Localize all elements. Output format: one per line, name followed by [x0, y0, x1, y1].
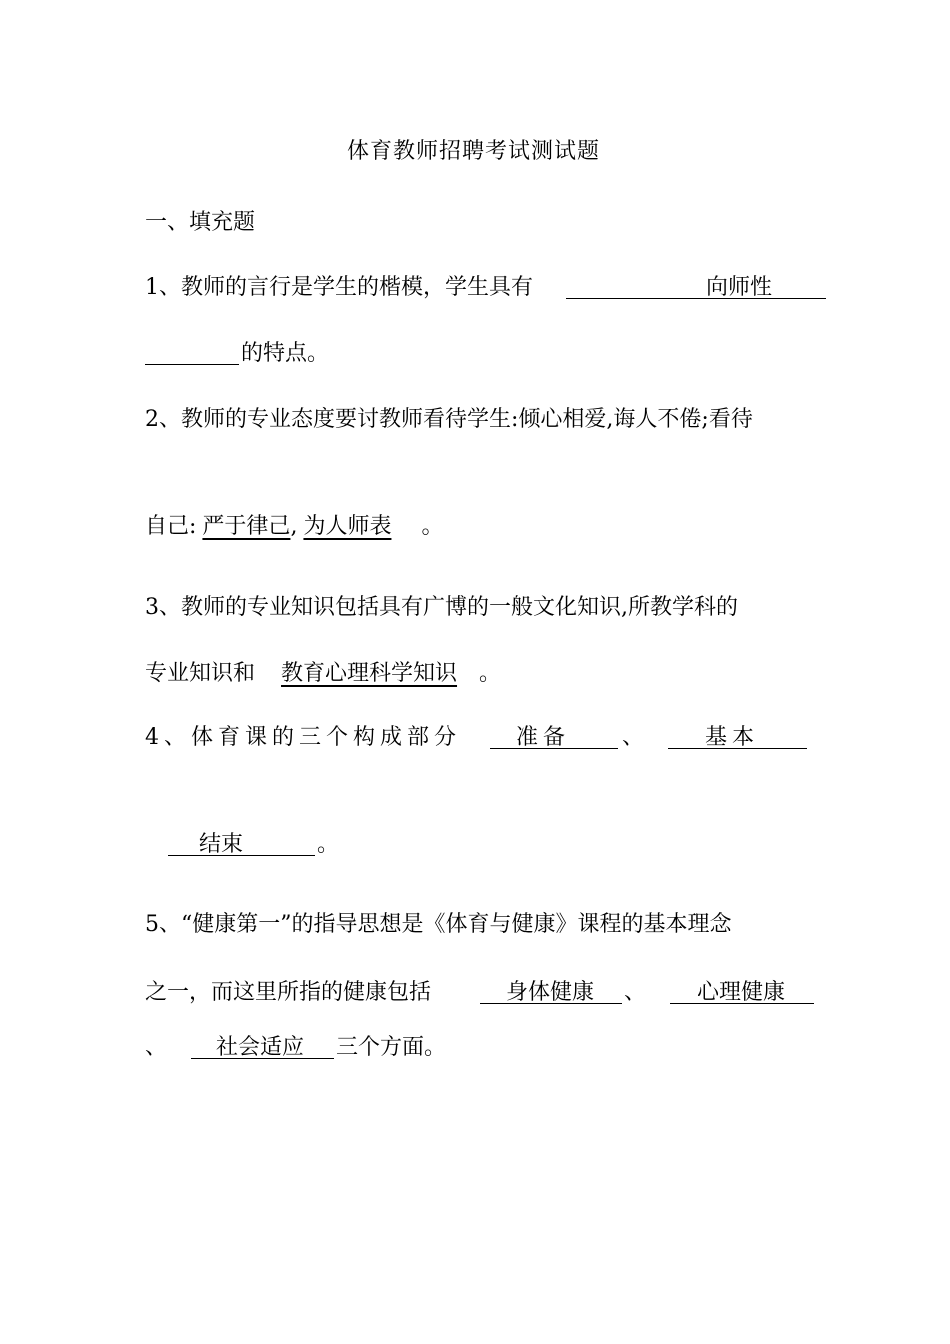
question-2-text: 2、教师的专业态度要讨教师看待学生:倾心相爱,诲人不倦;看待	[145, 407, 753, 432]
question-2-prefix: 自己:	[145, 514, 197, 539]
question-2-line-2	[145, 512, 443, 542]
question-5-prefix: 之一，而这里所指的健康包括	[145, 980, 432, 1005]
question-1-answer-blank	[566, 274, 826, 299]
question-4-text: 4、体育课的三个构成部分	[145, 725, 461, 750]
question-1-answer-blank-cont	[145, 340, 239, 365]
question-1-line-1	[145, 273, 533, 303]
question-3-prefix: 专业知识和	[145, 661, 256, 686]
question-4-answer-1: 准备	[516, 725, 571, 750]
question-5-ending: 三个方面。	[336, 1035, 447, 1060]
question-1-ending: 的特点。	[241, 341, 330, 366]
question-2-answer-1: 严于律己	[202, 514, 291, 539]
question-4-answer-2: 基本	[705, 725, 760, 750]
question-5-lead-separator: 、	[145, 1035, 168, 1060]
question-5-answer-2: 心理健康	[697, 980, 786, 1005]
question-5-answer-3: 社会适应	[216, 1035, 305, 1060]
question-3-line-2	[145, 659, 501, 689]
question-5-answer-1: 身体健康	[506, 980, 595, 1005]
question-3-ending: 。	[479, 661, 502, 686]
question-2-comma: ,	[290, 514, 298, 539]
question-4-answer-3: 结束	[199, 832, 244, 857]
question-1-text: 1、教师的言行是学生的楷模，学生具有	[145, 275, 533, 300]
question-4-separator: 、	[622, 725, 645, 750]
question-2-ending: 。	[421, 514, 444, 539]
question-4-ending: 。	[317, 832, 340, 857]
question-1-answer: 向师性	[706, 275, 773, 300]
question-2-answer-2: 为人师表	[303, 514, 392, 539]
question-3-answer: 教育心理科学知识	[281, 661, 458, 686]
question-3-text: 3、教师的专业知识包括具有广博的一般文化知识,所教学科的	[145, 595, 738, 620]
question-5-text: 5、“健康第一”的指导思想是《体育与健康》课程的基本理念	[145, 912, 732, 937]
question-5-separator: 、	[624, 980, 647, 1005]
document-title: 体育教师招聘考试测试题	[347, 139, 601, 164]
section-heading: 一、填充题	[145, 210, 256, 235]
